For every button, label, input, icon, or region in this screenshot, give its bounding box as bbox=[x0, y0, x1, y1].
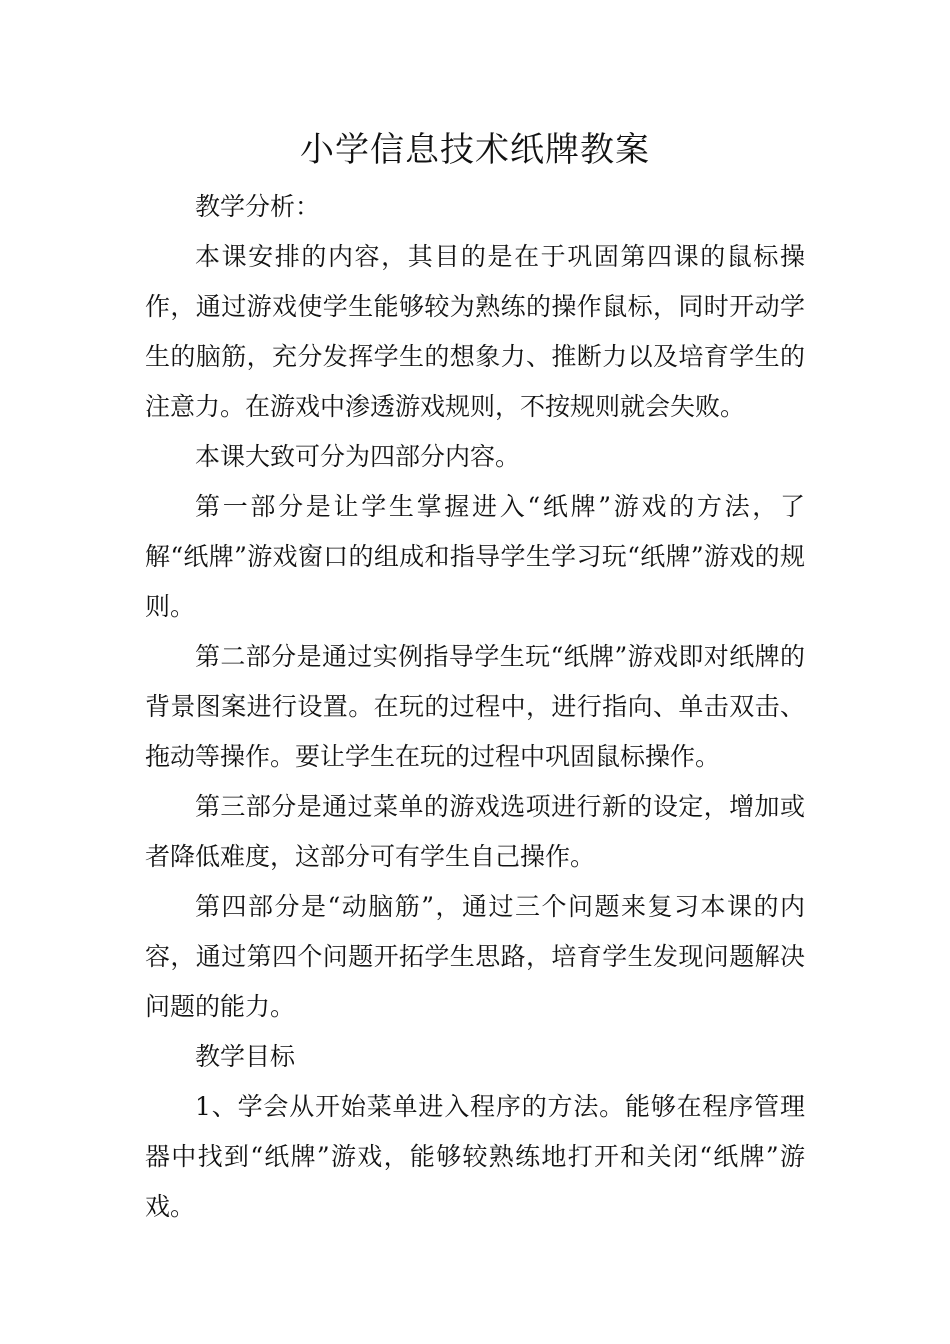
paragraph-part-two: 第二部分是通过实例指导学生玩“纸牌”游戏即对纸牌的背景图案进行设置。在玩的过程中，进行指向、单击双击、拖动等操作。要让学生在玩的过程中巩固鼠标操作。 bbox=[145, 642, 805, 771]
paragraph-lesson-overview: 本课安排的内容，其目的是在于巩固第四课的鼠标操作，通过游戏使学生能够较为熟练的操作鼠标，同时开动学生的脑筋，充分发挥学生的想象力、推断力以及培育学生的注意力。在游戏中渗透游戏规则，不按规则就会失败。 bbox=[145, 242, 805, 421]
paragraph-part-three: 第三部分是通过菜单的游戏选项进行新的设定，增加或者降低难度，这部分可有学生自己操作。 bbox=[145, 792, 805, 871]
paragraph-part-one: 第一部分是让学生掌握进入“纸牌”游戏的方法，了解“纸牌”游戏窗口的组成和指导学生学习玩“纸牌”游戏的规则。 bbox=[145, 492, 805, 621]
section-heading-analysis: 教学分析： bbox=[195, 192, 321, 221]
paragraph-goal-one: 1、学会从开始菜单进入程序的方法。能够在程序管理器中找到“纸牌”游戏，能够较熟练地打开和关闭“纸牌”游戏。 bbox=[145, 1092, 805, 1221]
document-title: 小学信息技术纸牌教案 bbox=[300, 130, 650, 170]
document-body bbox=[145, 128, 805, 1232]
paragraph-four-parts: 本课大致可分为四部分内容。 bbox=[195, 442, 521, 471]
section-heading-goals: 教学目标 bbox=[195, 1042, 296, 1071]
paragraph-part-four: 第四部分是“动脑筋”，通过三个问题来复习本课的内容，通过第四个问题开拓学生思路，培育学生发现问题解决问题的能力。 bbox=[145, 892, 805, 1021]
